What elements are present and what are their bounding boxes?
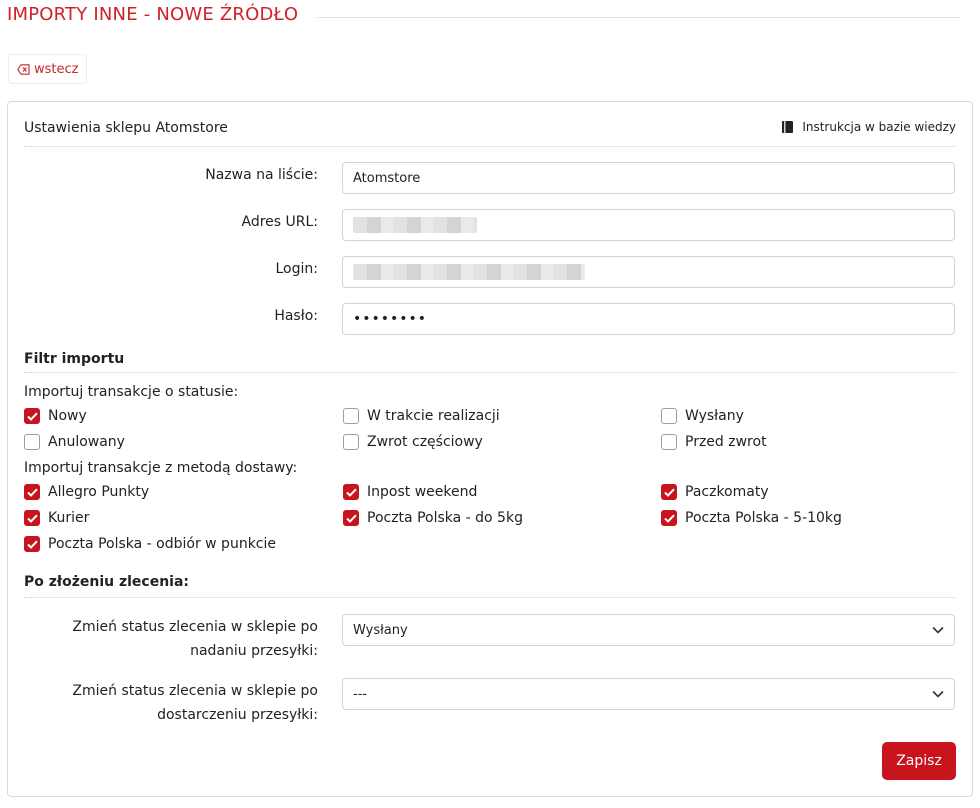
status-option-przed-zwrot[interactable] xyxy=(661,434,767,450)
url-input[interactable] xyxy=(342,209,955,241)
password-input[interactable] xyxy=(342,303,955,335)
checkbox[interactable] xyxy=(661,484,677,500)
checkbox-label: Kurier xyxy=(48,510,90,526)
checkbox-label: Allegro Punkty xyxy=(48,484,150,500)
sent-status-value: Wysłany xyxy=(353,622,408,638)
checkbox[interactable] xyxy=(343,510,359,526)
settings-section-header xyxy=(24,120,956,147)
status-option-w-trakcie[interactable] xyxy=(343,408,500,424)
checkbox[interactable] xyxy=(24,408,40,424)
password-value: •••••••• xyxy=(353,311,428,327)
delivered-status-label xyxy=(18,679,318,727)
knowledge-base-label: Instrukcja w bazie wiedzy xyxy=(802,120,956,134)
shipping-option-kurier[interactable] xyxy=(24,510,89,526)
checkbox-label: Zwrot częściowy xyxy=(367,434,483,450)
checkbox[interactable] xyxy=(343,484,359,500)
checkbox-label: Poczta Polska - 5-10kg xyxy=(685,510,842,526)
sent-status-label-line1: Zmień status zlecenia w sklepie po xyxy=(72,619,318,635)
login-label: Login: xyxy=(275,261,318,277)
name-label: Nazwa na liście: xyxy=(205,167,318,183)
checkbox[interactable] xyxy=(24,484,40,500)
delivered-status-select[interactable] xyxy=(342,678,955,710)
shipping-group-label: Importuj transakcje z metodą dostawy: xyxy=(24,460,298,476)
url-label: Adres URL: xyxy=(241,214,318,230)
backspace-icon xyxy=(17,64,30,75)
check-icon xyxy=(664,488,675,497)
url-redacted xyxy=(353,217,477,233)
after-order-section-header xyxy=(24,574,956,598)
checkbox-label: Poczta Polska - do 5kg xyxy=(367,510,523,526)
name-input[interactable] xyxy=(342,162,955,194)
delivered-status-label-line2: dostarczeniu przesyłki: xyxy=(157,707,318,723)
login-redacted xyxy=(353,264,585,280)
after-order-heading: Po złożeniu zlecenia: xyxy=(24,574,190,590)
checkbox-label: Nowy xyxy=(48,408,87,424)
checkbox-label: W trakcie realizacji xyxy=(367,408,500,424)
password-label: Hasło: xyxy=(274,308,318,324)
shipping-option-pp-do-5kg[interactable] xyxy=(343,510,523,526)
checkbox[interactable] xyxy=(661,510,677,526)
chevron-down-icon xyxy=(932,690,944,698)
check-icon xyxy=(27,488,38,497)
check-icon xyxy=(664,514,675,523)
sent-status-select[interactable] xyxy=(342,614,955,646)
name-input-value: Atomstore xyxy=(353,170,421,186)
checkbox-label: Anulowany xyxy=(48,434,125,450)
checkbox-label: Wysłany xyxy=(685,408,744,424)
title-divider xyxy=(317,17,961,18)
page-header xyxy=(7,4,957,30)
sent-status-label xyxy=(18,615,318,663)
filter-section-header xyxy=(24,351,956,373)
checkbox[interactable] xyxy=(24,536,40,552)
checkbox[interactable] xyxy=(661,434,677,450)
knowledge-base-link[interactable] xyxy=(781,120,956,134)
checkbox[interactable] xyxy=(24,434,40,450)
chevron-down-icon xyxy=(932,626,944,634)
checkbox[interactable] xyxy=(24,510,40,526)
check-icon xyxy=(346,488,357,497)
filter-heading: Filtr importu xyxy=(24,351,125,367)
checkbox[interactable] xyxy=(343,408,359,424)
login-input[interactable] xyxy=(342,256,955,288)
status-option-zwrot-czesciowy[interactable] xyxy=(343,434,483,450)
status-option-anulowany[interactable] xyxy=(24,434,125,450)
back-button[interactable] xyxy=(8,54,87,84)
checkbox-label: Przed zwrot xyxy=(685,434,767,450)
checkbox-label: Poczta Polska - odbiór w punkcie xyxy=(48,536,276,552)
settings-heading: Ustawienia sklepu Atomstore xyxy=(24,120,228,136)
sent-status-label-line2: nadaniu przesyłki: xyxy=(190,643,318,659)
page-title: IMPORTY INNE - NOWE ŹRÓDŁO xyxy=(7,4,299,25)
checkbox-label: Inpost weekend xyxy=(367,484,478,500)
back-button-label: wstecz xyxy=(34,61,79,77)
shipping-option-inpost-weekend[interactable] xyxy=(343,484,477,500)
check-icon xyxy=(346,514,357,523)
checkbox-label: Paczkomaty xyxy=(685,484,769,500)
checkbox[interactable] xyxy=(343,434,359,450)
status-group-label: Importuj transakcje o statusie: xyxy=(24,384,239,400)
shipping-option-pp-odbior[interactable] xyxy=(24,536,276,552)
check-icon xyxy=(27,514,38,523)
save-button[interactable]: Zapisz xyxy=(882,742,956,780)
book-icon xyxy=(781,120,794,134)
shipping-option-paczkomaty[interactable] xyxy=(661,484,769,500)
check-icon xyxy=(27,540,38,549)
check-icon xyxy=(27,412,38,421)
delivered-status-label-line1: Zmień status zlecenia w sklepie po xyxy=(72,683,318,699)
shipping-option-pp-5-10kg[interactable] xyxy=(661,510,842,526)
status-option-wyslany[interactable] xyxy=(661,408,744,424)
checkbox[interactable] xyxy=(661,408,677,424)
status-option-nowy[interactable] xyxy=(24,408,87,424)
shipping-option-allegro-punkty[interactable] xyxy=(24,484,149,500)
delivered-status-value: --- xyxy=(353,686,368,702)
settings-card xyxy=(7,101,973,797)
